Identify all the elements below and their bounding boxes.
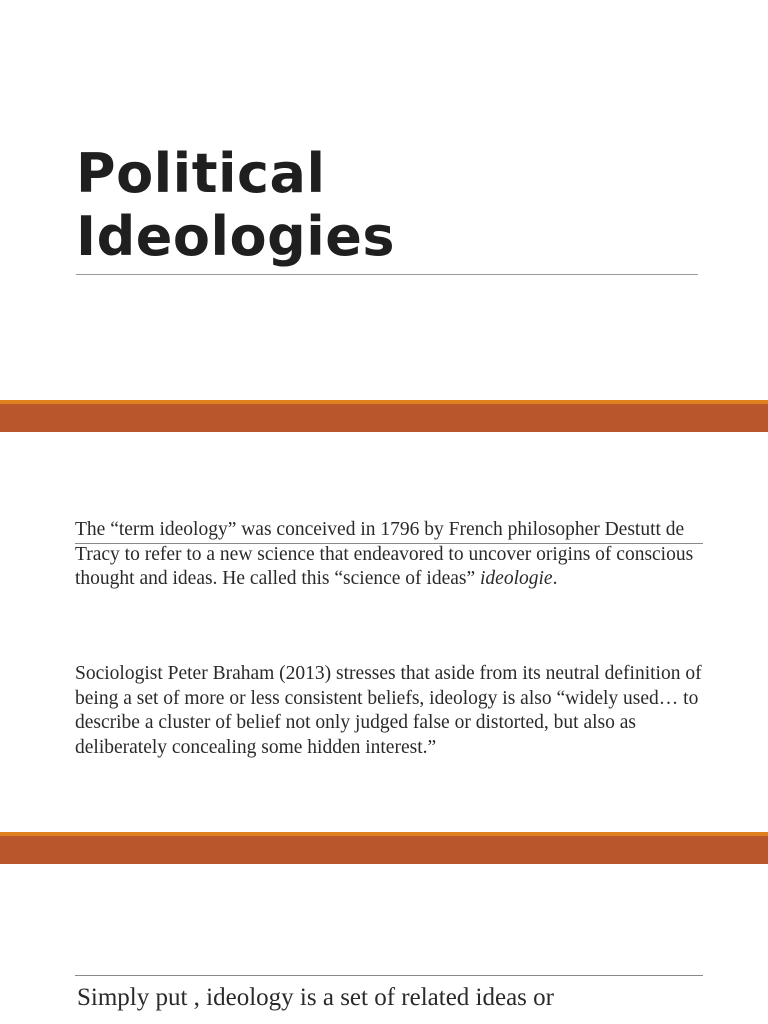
slide-title-heading: Political Ideologies <box>76 142 396 268</box>
slide-title <box>0 0 768 400</box>
definition-paragraph <box>75 518 705 592</box>
summary-rule <box>75 975 703 976</box>
summary-text: Simply put , ideology is a set of related ideas or <box>77 984 554 1011</box>
slide-divider <box>0 400 768 432</box>
definition-period: . <box>552 568 558 589</box>
slide-divider <box>0 832 768 864</box>
ideologie-term: ideologie <box>480 568 553 589</box>
slide-definition <box>0 432 768 832</box>
title-underline <box>76 274 698 275</box>
braham-paragraph: Sociologist Peter Braham (2013) stresses that aside from its neutral definition of being a set of more or less consistent beliefs, ideology is also “widely used… to describe a cluster of belief not only judged false or distorted, but also as deliberately concealing some hidden interest.” <box>75 663 702 758</box>
definition-text: The “term ideology” was conceived in 1796 by French philosopher Destutt de Tracy to refer to a new science that endeavored to uncover origins of conscious thought and ideas. He called this “science of ideas” <box>75 519 694 589</box>
